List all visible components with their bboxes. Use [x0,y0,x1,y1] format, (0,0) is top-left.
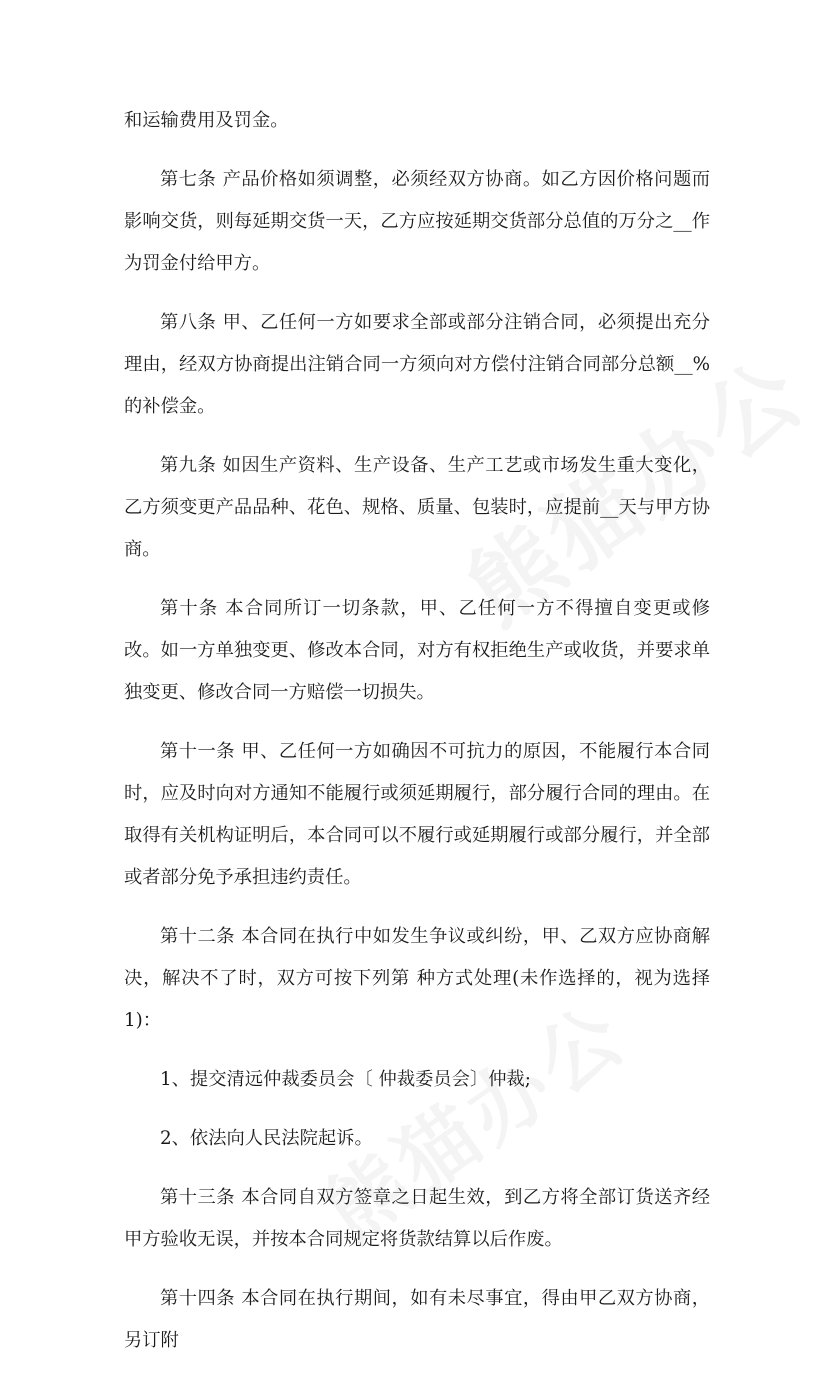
clause-11: 第十一条 甲、乙任何一方如确因不可抗力的原因，不能履行本合同时，应及时向对方通知不能履行或须延期履行，部分履行合同的理由。在取得有关机构证明后，本合同可以不履行或延期履行或部分履行，并全部或者部分免予承担违约责任。 [124,741,710,888]
document-body [124,100,710,1379]
clause-8: 第八条 甲、乙任何一方如要求全部或部分注销合同，必须提出充分理由，经双方协商提出注销合同一方须向对方偿付注销合同部分总额__%的补偿金。 [124,312,710,417]
clause-9: 第九条 如因生产资料、生产设备、生产工艺或市场发生重大变化，乙方须变更产品品种、花色、规格、质量、包装时，应提前__天与甲方协商。 [124,455,710,560]
clause-13: 第十三条 本合同自双方签章之日起生效，到乙方将全部订货送齐经甲方验收无误，并按本合同规定将货款结算以后作废。 [124,1187,710,1250]
clause-14: 第十四条 本合同在执行期间，如有未尽事宜，得由甲乙双方协商，另订附 [124,1288,710,1351]
paragraph-continuation: 和运输费用及罚金。 [124,110,289,131]
clause-12: 第十二条 本合同在执行中如发生争议或纠纷，甲、乙双方应协商解决，解决不了时，双方可按下列第 种方式处理(未作选择的，视为选择 1)： [124,926,710,1031]
clause-7: 第七条 产品价格如须调整，必须经双方协商。如乙方因价格问题而影响交货，则每延期交货一天，乙方应按延期交货部分总值的万分之__作为罚金付给甲方。 [124,169,710,274]
clause-10: 第十条 本合同所订一切条款，甲、乙任何一方不得擅自变更或修改。如一方单独变更、修改本合同，对方有权拒绝生产或收货，并要求单独变更、修改合同一方赔偿一切损失。 [124,598,710,703]
clause-12-option-1: 1、提交清远仲裁委员会〔 仲裁委员会〕仲裁; [160,1069,531,1090]
clause-12-option-2: 2、依法向人民法院起诉。 [160,1128,373,1149]
